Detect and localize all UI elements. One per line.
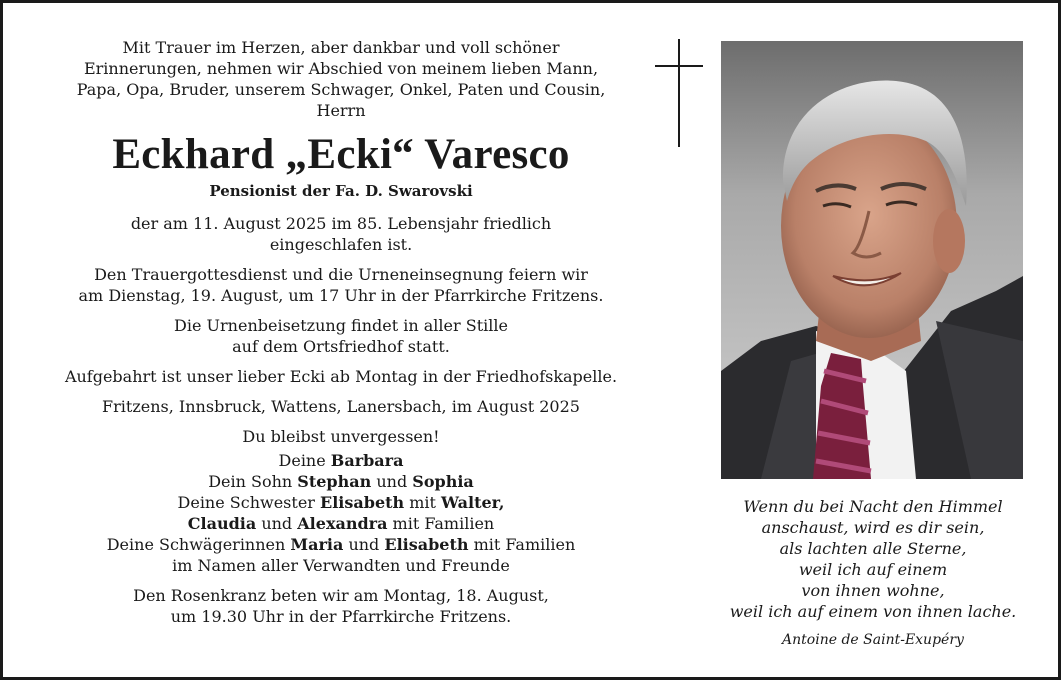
service-notice <box>41 264 641 306</box>
places-line: Fritzens, Innsbruck, Wattens, Lanersbach, im August 2025 <box>102 397 580 416</box>
poem-line: weil ich auf einem <box>798 560 948 579</box>
deceased-name: Eckhard „Ecki“ Varesco <box>112 131 570 178</box>
portrait-photo <box>721 41 1023 479</box>
poem-line: anschaust, wird es dir sein, <box>761 518 985 537</box>
family-list <box>41 450 641 576</box>
rosary-notice <box>41 585 641 627</box>
family-row: Dein Sohn Stephan und Sophia <box>208 472 474 491</box>
intro-line: Erinnerungen, nehmen wir Abschied von meinem lieben Mann, <box>83 59 599 78</box>
burial-notice <box>41 315 641 357</box>
obituary-text-column <box>41 37 641 636</box>
intro-line: Papa, Opa, Bruder, unserem Schwager, Onkel, Paten und Cousin, <box>76 80 606 99</box>
portrait-illustration <box>721 41 1023 479</box>
farewell-line: Du bleibst unvergessen! <box>242 427 440 446</box>
poem-line: weil ich auf einem von ihnen lache. <box>729 602 1017 621</box>
poem-line: als lachten alle Sterne, <box>779 539 967 558</box>
family-row: Claudia und Alexandra mit Familien <box>187 514 495 533</box>
places-date <box>41 396 641 417</box>
rosary-line: Den Rosenkranz beten wir am Montag, 18. August, <box>133 586 549 605</box>
family-row: Deine Schwester Elisabeth mit Walter, <box>177 493 505 512</box>
rosary-line: um 19.30 Uhr in der Pfarrkirche Fritzens. <box>170 607 512 626</box>
farewell <box>41 426 641 447</box>
poem-line: von ihnen wohne, <box>801 581 945 600</box>
family-row: im Namen aller Verwandten und Freunde <box>172 556 510 575</box>
poem-line: Wenn du bei Nacht den Himmel <box>743 497 1003 516</box>
service-line: am Dienstag, 19. August, um 17 Uhr in der Pfarrkirche Fritzens. <box>78 286 604 305</box>
laid-out-notice <box>41 366 641 387</box>
poem <box>703 496 1043 651</box>
death-line: eingeschlafen ist. <box>269 235 413 254</box>
poem-author: Antoine de Saint-Exupéry <box>782 632 964 648</box>
death-line: der am 11. August 2025 im 85. Lebensjahr friedlich <box>130 214 552 233</box>
service-line: Den Trauergottesdienst und die Urneneinsegnung feiern wir <box>94 265 588 284</box>
burial-line: auf dem Ortsfriedhof statt. <box>232 337 450 356</box>
family-row: Deine Barbara <box>278 451 404 470</box>
intro-line: Herrn <box>316 101 366 120</box>
death-notice <box>41 213 641 255</box>
family-row: Deine Schwägerinnen Maria und Elisabeth mit Familien <box>106 535 576 554</box>
laid-out-line: Aufgebahrt ist unser lieber Ecki ab Montag in der Friedhofskapelle. <box>64 367 618 386</box>
burial-line: Die Urnenbeisetzung findet in aller Stille <box>174 316 508 335</box>
intro-text <box>41 37 641 121</box>
cross-icon <box>655 39 703 147</box>
intro-line: Mit Trauer im Herzen, aber dankbar und voll schöner <box>122 38 560 57</box>
deceased-occupation: Pensionist der Fa. D. Swarovski <box>209 182 473 200</box>
